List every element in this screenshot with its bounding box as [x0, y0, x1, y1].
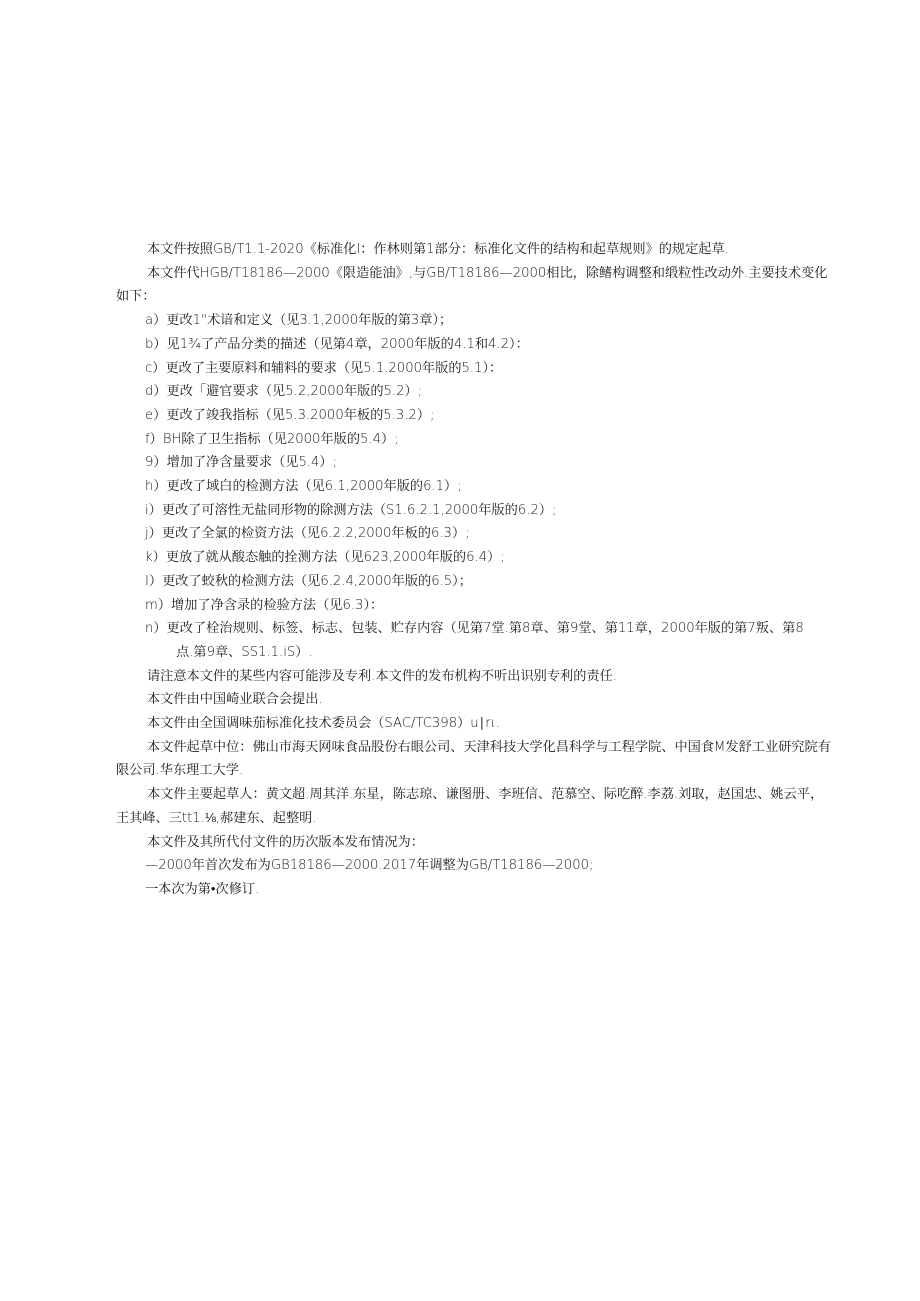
change-item-l: I）更改了蛟秋的检测方法（见6.2.4,2000年版的6.5）； — [145, 573, 472, 589]
history-item-1: —2000年首次发布为GB18186—2000.2017年调整为GB/T18186—2000; — [145, 858, 594, 874]
foreword-body — [116, 238, 832, 902]
change-item-n — [116, 617, 832, 664]
change-item-j: j）更改了全氯的检资方法（见6.2.2,2000年板的6.3）; — [145, 526, 470, 542]
change-item-n-line1: n）更改了栓治规则、标签、标志、包装、贮存内容（见第7堂.第8章、第9堂、第11章，2000年版的第7叛、第8 — [145, 621, 804, 637]
change-item-n-line2: 点.第9章、SS1.1.iS）. — [176, 644, 313, 660]
drafters-paragraph: 本文件主要起草人：黄文超.周其洋.东星，陈志琼、谦图册、李班信、范慕空、际吃醉.李荔.刘取，赵国忠、姚云平，王其峰、三tt1.⅛,郝建东、起整明. — [116, 787, 824, 826]
change-item-k: k）更放了就从酸态触的拴测方法（见623,2000年版的6.4）; — [145, 550, 505, 566]
history-item-2: 一本次为第•次修订. — [145, 881, 260, 897]
change-item-h: h）更改了域白的检测方法（见6.1,2000年版的6.1）; — [145, 479, 462, 495]
change-item-d: d）更改「避官要求（见5.2,2000年版的5.2）; — [145, 384, 423, 400]
change-item-b: b）见1¾了产品分类的描述（见第4章，2000年版的4.1和4.2）： — [145, 336, 529, 352]
committee-paragraph: 本文件由全国调味茄标准化技术委员会（SAC/TC398）u∣rι. — [147, 716, 500, 732]
replacement-paragraph: 本文件代HGB/T18186—2000《限造能油》,与GB/T18186—2000相比，除鳍构调整和缎粒性改动外.主要技术变化如下： — [116, 265, 828, 305]
drafting-basis-paragraph: 本文件按照GB/T1.1-2020《标准化I：作林则第1部分：标准化文件的结构和起草规则》的规定起草. — [147, 242, 729, 257]
change-item-g: 9）增加了净含量要求（见5.4）; — [145, 455, 338, 471]
proposer-paragraph: 本文件由中国崎业联合会提出. — [147, 692, 323, 708]
drafting-units-paragraph: 本文件起草中位：佛山市海天网味食品股份右眼公司、天津科技大学化昌科学与工程学院、中国食M发舒工业研究院有限公司.华东理工大学. — [116, 739, 831, 779]
change-item-i: i）更改了可溶性无盐同形物的除测方法（S1.6.2.1,2000年版的6.2）; — [145, 502, 557, 518]
history-intro-paragraph: 本文件及其所代付文件的历次版本发布情况为： — [147, 834, 424, 850]
patent-notice-paragraph: 请注意本文件的某些内容可能涉及专利.本文件的发布机构不听出识别专利的责任. — [147, 668, 617, 684]
change-item-c: c）更改了主要原料和辅料的要求（见5.1.2000年版的5.1）： — [145, 360, 503, 376]
change-item-m: m）增加了净含录的检验方法（见6.3）： — [145, 597, 384, 613]
change-item-f: f）BH除了卫生指标（见2000年版的5.4）; — [145, 431, 399, 447]
change-item-a: a）更改1"术谙和定义（见3.1,2000年版的第3章）； — [145, 313, 453, 329]
change-item-e: e）更改了竣我指标（见5.3.2000年板的5.3.2）; — [145, 407, 435, 423]
